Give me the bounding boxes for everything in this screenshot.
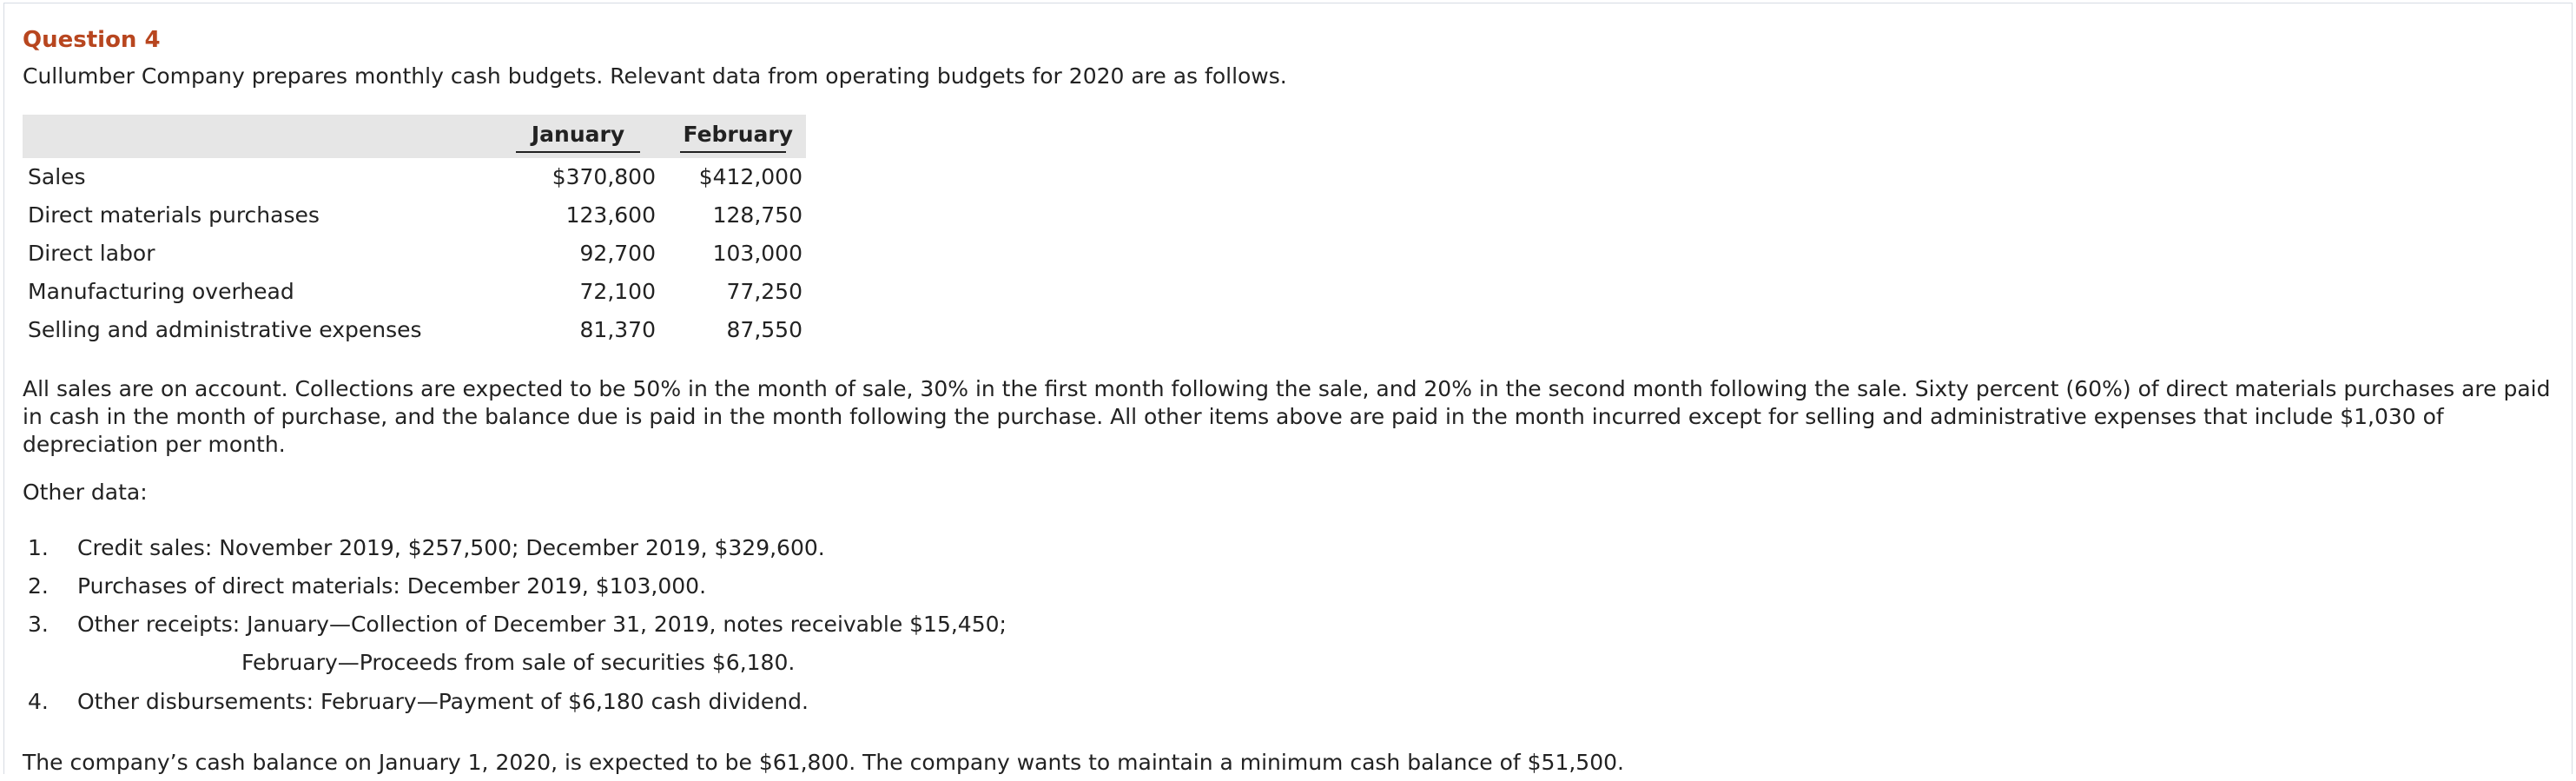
row-label: Direct labor <box>28 241 155 266</box>
question-title: Question 4 <box>23 27 161 53</box>
table-header-row <box>23 115 806 158</box>
budget-table <box>23 115 806 349</box>
column-header-january: January <box>497 115 659 158</box>
list-item-text: Other receipts: January—Collection of December 31, 2019, notes receivable $15,450; <box>77 612 1007 637</box>
list-item-number: 1. <box>28 535 49 560</box>
list-item-text: Purchases of direct materials: December 2019, $103,000. <box>77 573 707 599</box>
table-row <box>23 273 806 311</box>
list-item-text: Credit sales: November 2019, $257,500; December 2019, $329,600. <box>77 535 825 560</box>
february-value: 77,250 <box>726 279 803 304</box>
list-item-number: 4. <box>28 689 49 714</box>
list-item <box>23 688 809 716</box>
collection-terms-paragraph: All sales are on account. Collections are expected to be 50% in the month of sale, 30% in the first month following the sale, and 20% in the second month following the sale. Sixty percent (60%) of direct materials purchases are paid in cash in the month of purchase, and the balance due is paid in the month following the purchase. All other items above are paid in the month incurred except for selling and administrative expenses that include $1,030 of depreciation per month. <box>23 376 2551 457</box>
cash-balance-paragraph: The company’s cash balance on January 1, 2020, is expected to be $61,800. The company wants to maintain a minimum cash balance of $51,500. <box>23 750 1624 775</box>
table-row <box>23 311 806 349</box>
february-value: 103,000 <box>712 241 803 266</box>
table-row <box>23 158 806 196</box>
february-value: 128,750 <box>712 202 803 228</box>
january-value: 81,370 <box>579 317 656 342</box>
list-item-number: 2. <box>28 573 49 599</box>
column-header-february: February <box>659 115 806 158</box>
february-value: 87,550 <box>726 317 803 342</box>
row-label: Selling and administrative expenses <box>28 317 422 342</box>
question-panel <box>3 3 2573 774</box>
list-item <box>23 534 825 562</box>
row-label: Direct materials purchases <box>28 202 320 228</box>
january-value: 92,700 <box>579 241 656 266</box>
january-value: 72,100 <box>579 279 656 304</box>
january-value: $370,800 <box>552 164 656 189</box>
table-row <box>23 235 806 273</box>
row-label: Manufacturing overhead <box>28 279 294 304</box>
table-header-blank <box>23 115 497 158</box>
january-value: 123,600 <box>565 202 656 228</box>
row-label: Sales <box>28 164 86 189</box>
other-data-heading: Other data: <box>23 480 148 505</box>
list-item <box>23 611 1007 639</box>
list-item-continuation: February—Proceeds from sale of securities $6,180. <box>241 650 796 675</box>
question-intro: Cullumber Company prepares monthly cash budgets. Relevant data from operating budgets for 2020 are as follows. <box>23 63 1287 89</box>
february-value: $412,000 <box>698 164 803 189</box>
list-item <box>23 573 706 600</box>
table-row <box>23 196 806 235</box>
list-item-number: 3. <box>28 612 49 637</box>
list-item-text: Other disbursements: February—Payment of $6,180 cash dividend. <box>77 689 809 714</box>
